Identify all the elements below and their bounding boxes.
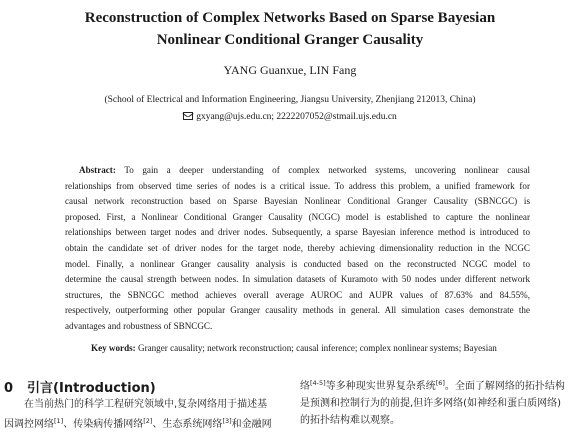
abstract-line: structures, the SBNCGC method achieves overall average AUROC and AUPR values of 87.63% and 84.55%, (65, 289, 530, 300)
citation: [3] (222, 417, 232, 425)
paper-title-line-2: Nonlinear Conditional Granger Causality (156, 32, 424, 48)
abstract-line: determine the causal strength between nodes. In simulation datasets of Kuramoto with 50 nodes under different network (65, 274, 530, 285)
section-number: 0 (4, 381, 14, 396)
email-addresses: gxyang@ujs.edu.cn; 2222207052@stmail.ujs.edu.cn (196, 112, 397, 122)
citation: [4-5] (310, 379, 326, 387)
section-heading (4, 377, 156, 396)
abstract-line: Abstract: To gain a deeper understanding of complex networked systems, uncovering nonlinear causal (79, 165, 531, 175)
abstract-line: advantages and robustness of SBNCGC. (65, 320, 213, 331)
envelope-icon (183, 112, 193, 120)
body-line: 在当前热门的科学工程研究领域中,复杂网络用于描述基 (24, 399, 268, 410)
abstract-line: relationships from observed time series of nodes is a critical issue. To address this problem, a unified framework for (65, 180, 530, 191)
affiliation: (School of Electrical and Information Engineering, Jiangsu University, Zhenjiang 212013, China) (104, 95, 476, 105)
abstract-line: respectively, outperforming other popular Granger causality methods in general. All simulation cases demonstrate the (65, 305, 530, 316)
abstract-label: Abstract: (79, 165, 116, 175)
body-line: 是预测和控制行为的前提,但许多网络(如神经和蛋白质网络) (300, 398, 561, 409)
abstract-line: relationships between target nodes and driver nodes. Subsequently, a sparse Bayesian inference method is introduced to (65, 227, 530, 238)
email-line (0, 112, 580, 122)
body-line: 因调控网络[1]、传染病传播网络[2]、生态系统网络[3]和金融网 (4, 417, 272, 430)
abstract-line: obtain the candidate set of driver nodes for the target node, thereby achieving dimensionality reduction in the NCGC (65, 242, 530, 253)
keywords-text: Granger causality; network reconstruction; causal inference; complex nonlinear systems; Bayesian (138, 343, 497, 353)
keywords-label: Key words: (91, 343, 136, 353)
body-line: 络[4-5]等多种现实世界复杂系统[6]。全面了解网络的拓扑结构 (300, 379, 565, 392)
paper-title-line-1: Reconstruction of Complex Networks Based on Sparse Bayesian (84, 10, 496, 26)
body-left-column (4, 396, 272, 433)
abstract-line: model. Finally, a nonlinear Granger causality analysis is conducted based on the reconstructed NCGC model to (65, 258, 530, 269)
authors: YANG Guanxue, LIN Fang (223, 63, 357, 77)
keywords (91, 343, 551, 353)
citation: [6] (435, 379, 445, 387)
section-title: 引言(Introduction) (27, 381, 156, 396)
body-right-column (300, 375, 578, 429)
abstract-line: causal network reconstruction based on Sparse Bayesian Nonlinear Conditional Granger Causality (SBNCGC) is (65, 196, 530, 207)
abstract-line: proposed. First, a Nonlinear Conditional Granger Causality (NCGC) model is established to capture the nonlinear (65, 211, 530, 222)
citation: [1] (54, 417, 64, 425)
citation: [2] (143, 417, 153, 425)
abstract (65, 163, 530, 335)
body-line: 的拓扑结构难以观察。 (300, 415, 400, 426)
